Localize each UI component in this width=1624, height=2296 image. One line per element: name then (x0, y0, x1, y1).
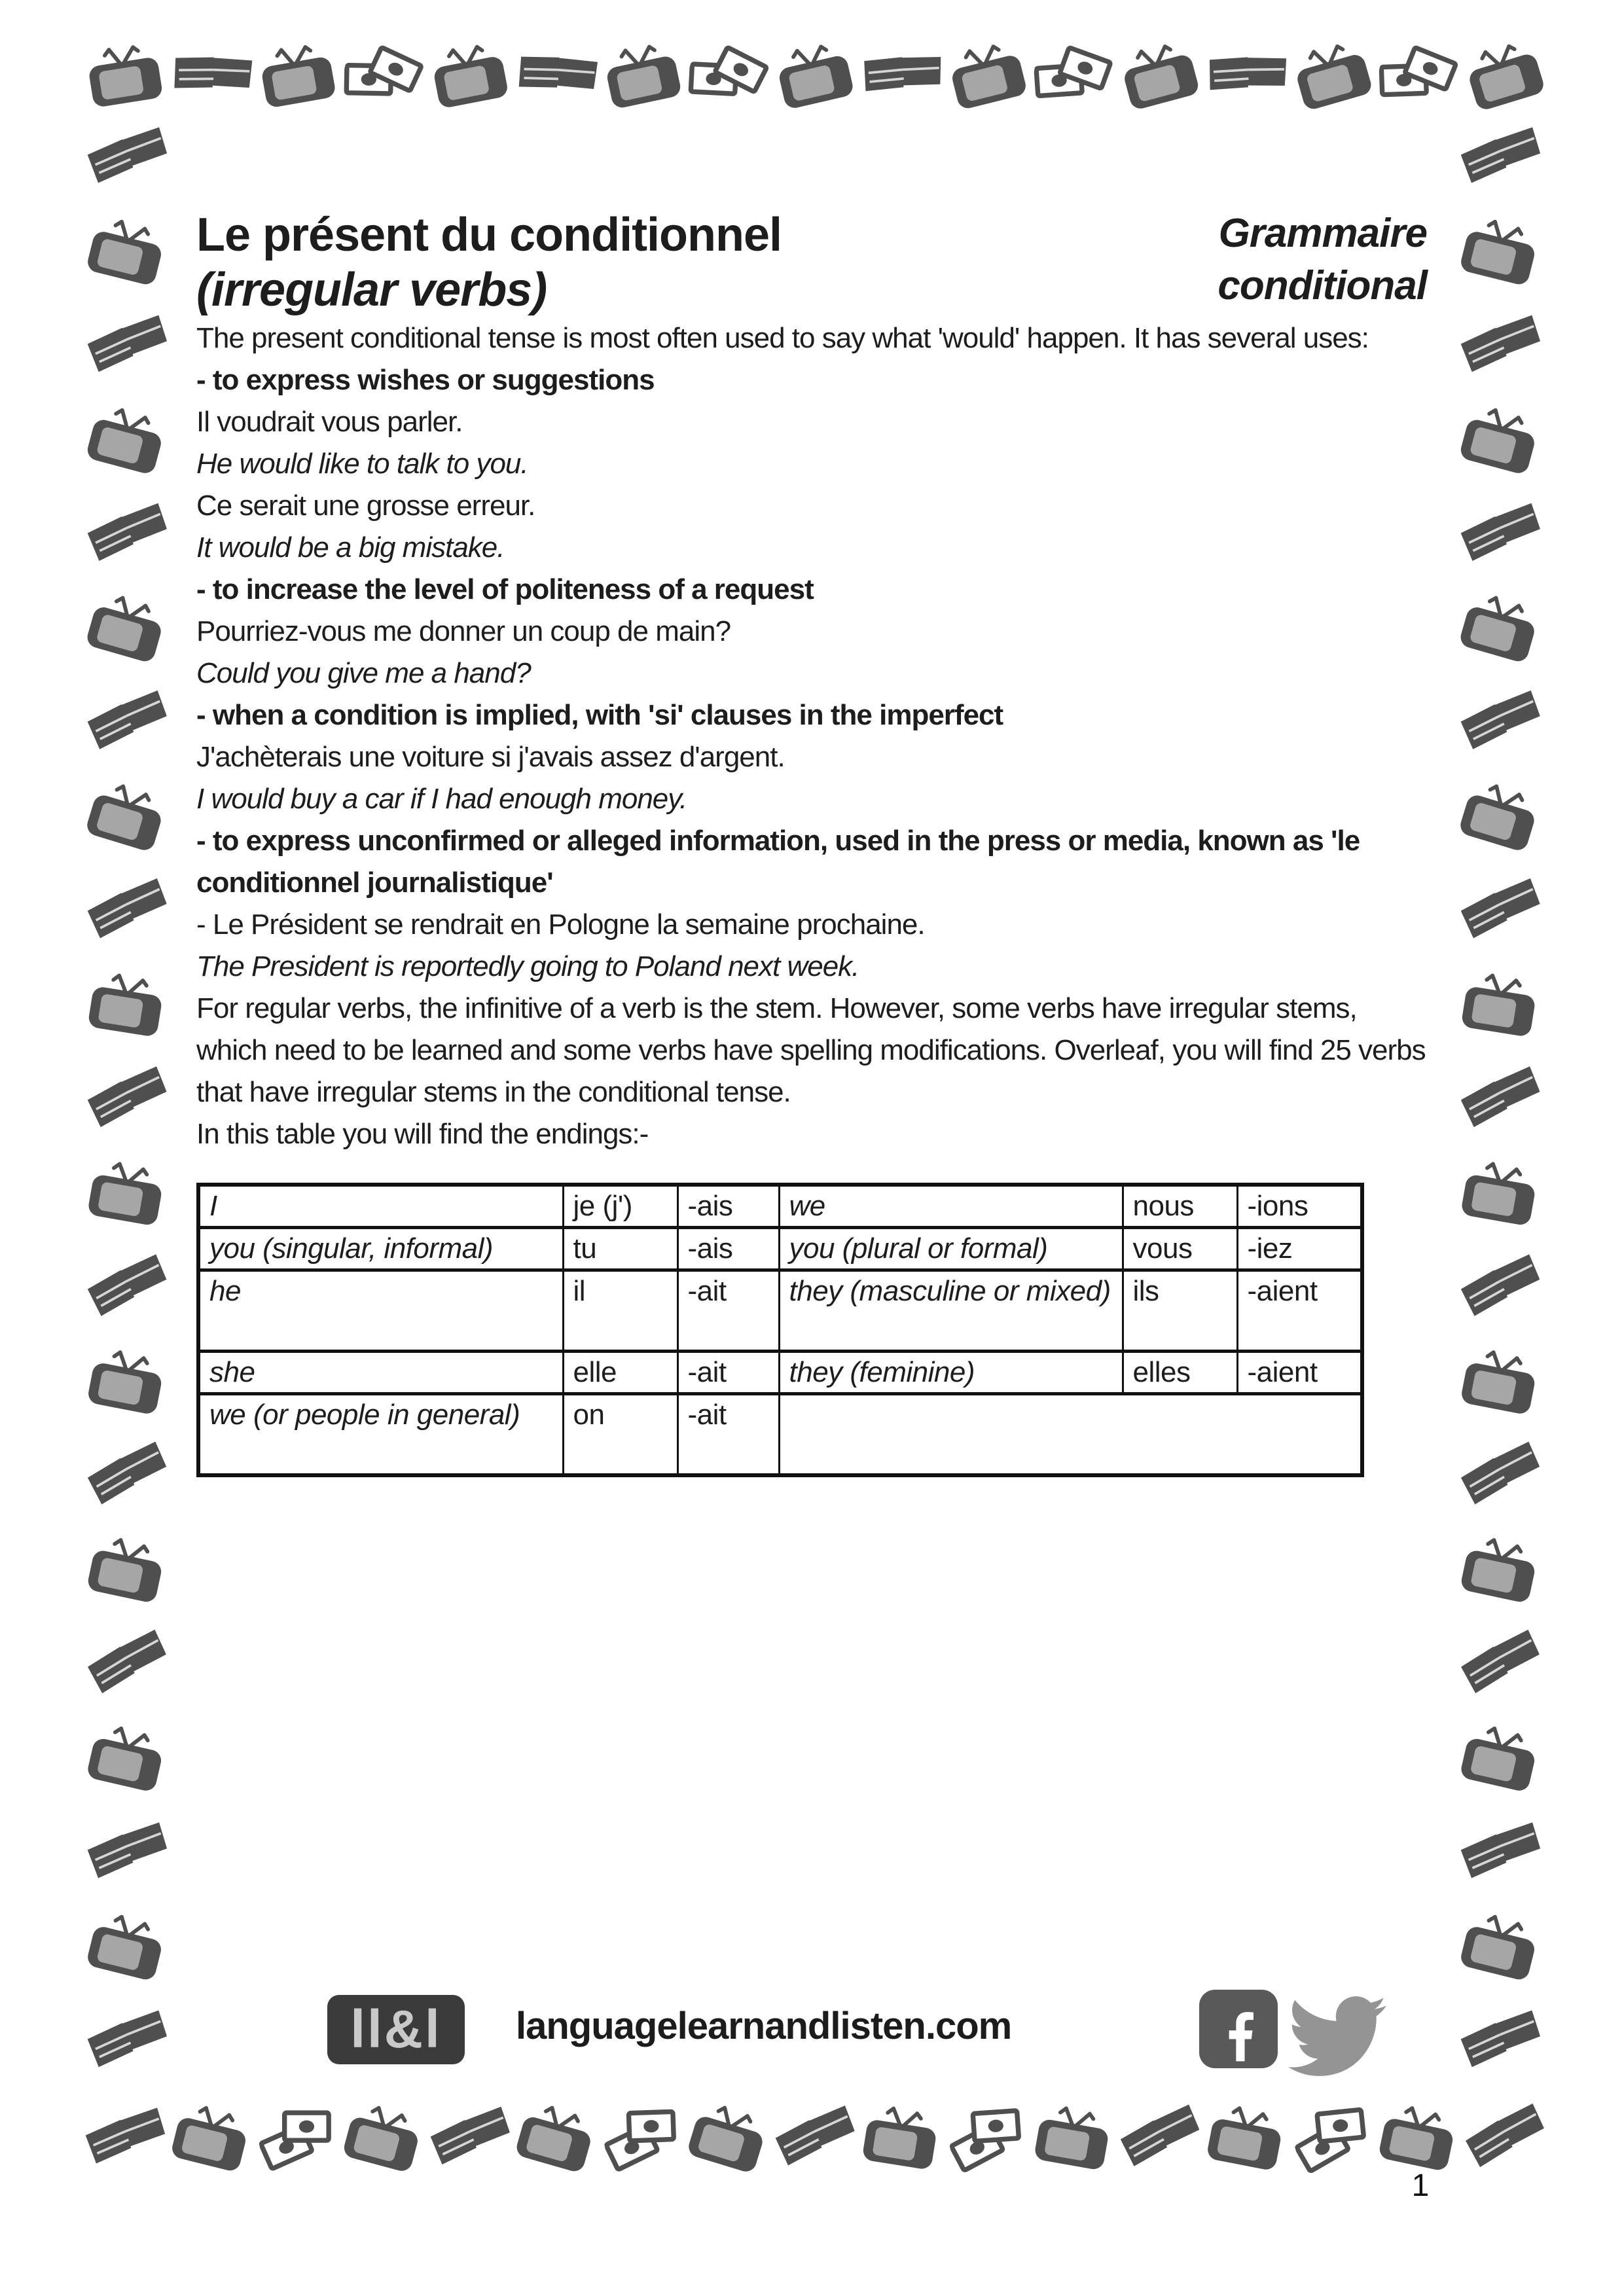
money-icon (940, 2096, 1034, 2177)
tv-icon (1453, 1342, 1545, 1420)
newspaper-icon (81, 118, 171, 194)
border-bottom (84, 2091, 1545, 2181)
table-intro: In this table you will find the endings:- (196, 1118, 649, 1150)
example-french: J'achèterais une voiture si j'avais assez d'argent. (196, 741, 785, 773)
page-title-line1: Le présent du conditionnel (196, 209, 782, 261)
tv-icon (1454, 1154, 1545, 1230)
table-cell-ending: -ais (677, 1185, 779, 1228)
example-english: It would be a big mistake. (196, 531, 505, 564)
newspaper-icon (79, 1433, 174, 1516)
newspaper-icon (79, 1057, 173, 1138)
newspaper-icon (1452, 1433, 1547, 1516)
example-french: Il voudrait vous parler. (196, 406, 463, 438)
table-cell-en: you (singular, informal) (198, 1228, 563, 1270)
newspaper-icon (1456, 2094, 1553, 2178)
tv-icon (79, 397, 173, 480)
newspaper-icon (79, 1245, 173, 1327)
example-french: Ce serait une grosse erreur. (196, 490, 535, 522)
newspaper-icon (1454, 306, 1545, 383)
tv-icon (508, 2094, 604, 2178)
tv-icon (940, 33, 1034, 115)
header-right-line2: conditional (1218, 263, 1427, 308)
table-cell-pronoun: on (563, 1394, 677, 1475)
tv-icon (768, 34, 861, 114)
page-title (196, 207, 782, 317)
tv-icon (1451, 773, 1547, 857)
money-icon (1284, 2094, 1380, 2178)
table-cell-en: they (feminine) (779, 1352, 1123, 1394)
tv-icon (80, 1530, 172, 1609)
tv-icon (1028, 2098, 1119, 2174)
newspaper-icon (424, 2098, 515, 2176)
newspaper-icon (80, 494, 171, 572)
table-cell-en: you (plural or formal) (779, 1228, 1123, 1270)
tv-icon (79, 585, 174, 668)
example-french: Pourriez-vous me donner un coup de main? (196, 615, 731, 647)
tv-icon (856, 2098, 946, 2174)
newspaper-icon (856, 36, 946, 111)
header-right-title (1218, 207, 1427, 312)
table-cell-pronoun: il (563, 1270, 677, 1352)
section-heading-journalistique: - to express unconfirmed or alleged information, used in the press or media, known as 'le conditionnel journalistique' (196, 825, 1360, 899)
example-english: The President is reportedly going to Poland next week. (196, 950, 859, 982)
table-cell-pronoun: je (j') (563, 1185, 677, 1228)
table-cell-pronoun: elle (563, 1352, 677, 1394)
table-cell-en: they (masculine or mixed) (779, 1270, 1123, 1352)
table-cell-ending: -aient (1237, 1352, 1362, 1394)
tv-icon (79, 209, 173, 291)
newspaper-icon (1200, 35, 1291, 113)
table-cell-en: we (or people in general) (198, 1394, 563, 1475)
newspaper-icon (80, 682, 172, 761)
facebook-icon[interactable] (1199, 1990, 1278, 2068)
table-row (198, 1228, 1362, 1270)
newspaper-icon (78, 1621, 174, 1705)
tv-icon (1454, 966, 1545, 1041)
newspaper-icon (1451, 1621, 1547, 1705)
tv-icon (1453, 209, 1547, 291)
tv-icon (79, 1905, 173, 1986)
tv-icon (1200, 2098, 1291, 2176)
content-column (196, 207, 1427, 1477)
tv-icon (596, 35, 688, 114)
intro-paragraph: The present conditional tense is most often used to say what 'would' happen. It has several uses: (196, 322, 1369, 354)
page-number: 1 (1411, 2168, 1430, 2203)
example-english: He would like to talk to you. (196, 448, 528, 480)
tv-icon (1284, 32, 1380, 115)
table-cell-pronoun: ils (1123, 1270, 1237, 1352)
tv-icon (1452, 397, 1547, 480)
newspaper-icon (1454, 2001, 1545, 2078)
border-left (79, 124, 173, 2072)
table-cell-ending: -ait (677, 1352, 779, 1394)
tv-icon (81, 966, 171, 1041)
newspaper-icon (1453, 869, 1546, 949)
table-cell-pronoun: nous (1123, 1185, 1237, 1228)
table-cell-empty (779, 1394, 1362, 1475)
tv-icon (81, 1154, 171, 1230)
tv-icon (680, 2094, 776, 2178)
tv-icon (79, 36, 170, 111)
money-icon (680, 31, 776, 116)
table-cell-ending: -iez (1237, 1228, 1362, 1270)
newspaper-icon (1453, 494, 1545, 572)
section-heading-politeness: - to increase the level of politeness of a request (196, 573, 814, 605)
example-french: - Le Président se rendrait en Pologne la semaine prochaine. (196, 908, 925, 941)
table-cell-pronoun: elles (1123, 1352, 1237, 1394)
table-cell-pronoun: tu (563, 1228, 677, 1270)
example-english: Could you give me a hand? (196, 657, 531, 689)
money-icon (1028, 35, 1119, 112)
newspaper-icon (1454, 118, 1545, 194)
money-icon (251, 2098, 342, 2174)
newspaper-icon (1453, 1057, 1547, 1138)
header-right-line1: Grammaire (1218, 211, 1427, 256)
newspaper-icon (79, 869, 173, 949)
tv-icon (336, 2095, 431, 2178)
example-english: I would buy a car if I had enough money. (196, 783, 687, 815)
table-row (198, 1394, 1362, 1475)
newspaper-icon (1454, 1814, 1545, 1889)
site-logo: ll&l (327, 1995, 465, 2064)
table-cell-en: we (779, 1185, 1123, 1228)
table-cell-ending: -aient (1237, 1270, 1362, 1352)
stem-paragraph: For regular verbs, the infinitive of a verb is the stem. However, some verbs have irregular stems, which need to be learned and some verbs have spelling modifications. Overleaf, you will find 25 verbs that have irregular stems in the conditional tense. (196, 992, 1426, 1108)
border-top (84, 29, 1545, 119)
tv-icon (78, 773, 174, 857)
newspaper-icon (81, 2001, 171, 2078)
newspaper-icon (508, 32, 604, 115)
tv-icon (79, 1717, 173, 1797)
site-url[interactable]: languagelearnandlisten.com (516, 2005, 1012, 2047)
table-cell-pronoun: vous (1123, 1228, 1237, 1270)
table-cell-ending: -ait (677, 1394, 779, 1475)
tv-icon (80, 1342, 171, 1420)
newspaper-icon (79, 2098, 170, 2174)
tv-icon (1453, 1905, 1547, 1986)
section-heading-si-clauses: - when a condition is implied, with 'si' clauses in the imperfect (196, 699, 1003, 731)
newspaper-icon (768, 2096, 861, 2176)
table-cell-en: he (198, 1270, 563, 1352)
newspaper-icon (81, 306, 171, 383)
endings-table (196, 1183, 1364, 1477)
tv-icon (1456, 31, 1553, 116)
table-cell-en: she (198, 1352, 563, 1394)
newspaper-icon (1112, 2095, 1207, 2178)
page-title-line2: (irregular verbs) (196, 264, 547, 316)
tv-icon (164, 2096, 258, 2177)
newspaper-icon (1453, 682, 1545, 761)
table-cell-ending: -ait (677, 1270, 779, 1352)
table-row (198, 1270, 1362, 1352)
tv-icon (1453, 1717, 1546, 1797)
twitter-icon[interactable] (1288, 1987, 1386, 2073)
tv-icon (1452, 585, 1547, 668)
section-heading-wishes: - to express wishes or suggestions (196, 364, 655, 396)
table-cell-ending: -ions (1237, 1185, 1362, 1228)
tv-icon (251, 35, 342, 112)
footer (196, 1990, 1427, 2081)
tv-icon (1453, 1530, 1545, 1609)
table-cell-en: I (198, 1185, 563, 1228)
header (196, 207, 1427, 317)
table-row (198, 1352, 1362, 1394)
newspaper-icon (164, 33, 258, 115)
newspaper-icon (1452, 1245, 1547, 1327)
table-cell-ending: -ais (677, 1228, 779, 1270)
money-icon (1372, 35, 1464, 114)
table-row (198, 1185, 1362, 1228)
tv-icon (424, 35, 515, 113)
money-icon (336, 33, 431, 115)
border-right (1452, 124, 1547, 2072)
newspaper-icon (81, 1814, 171, 1889)
money-icon (596, 2097, 688, 2176)
tv-icon (1372, 2097, 1464, 2176)
tv-icon (1112, 33, 1207, 115)
